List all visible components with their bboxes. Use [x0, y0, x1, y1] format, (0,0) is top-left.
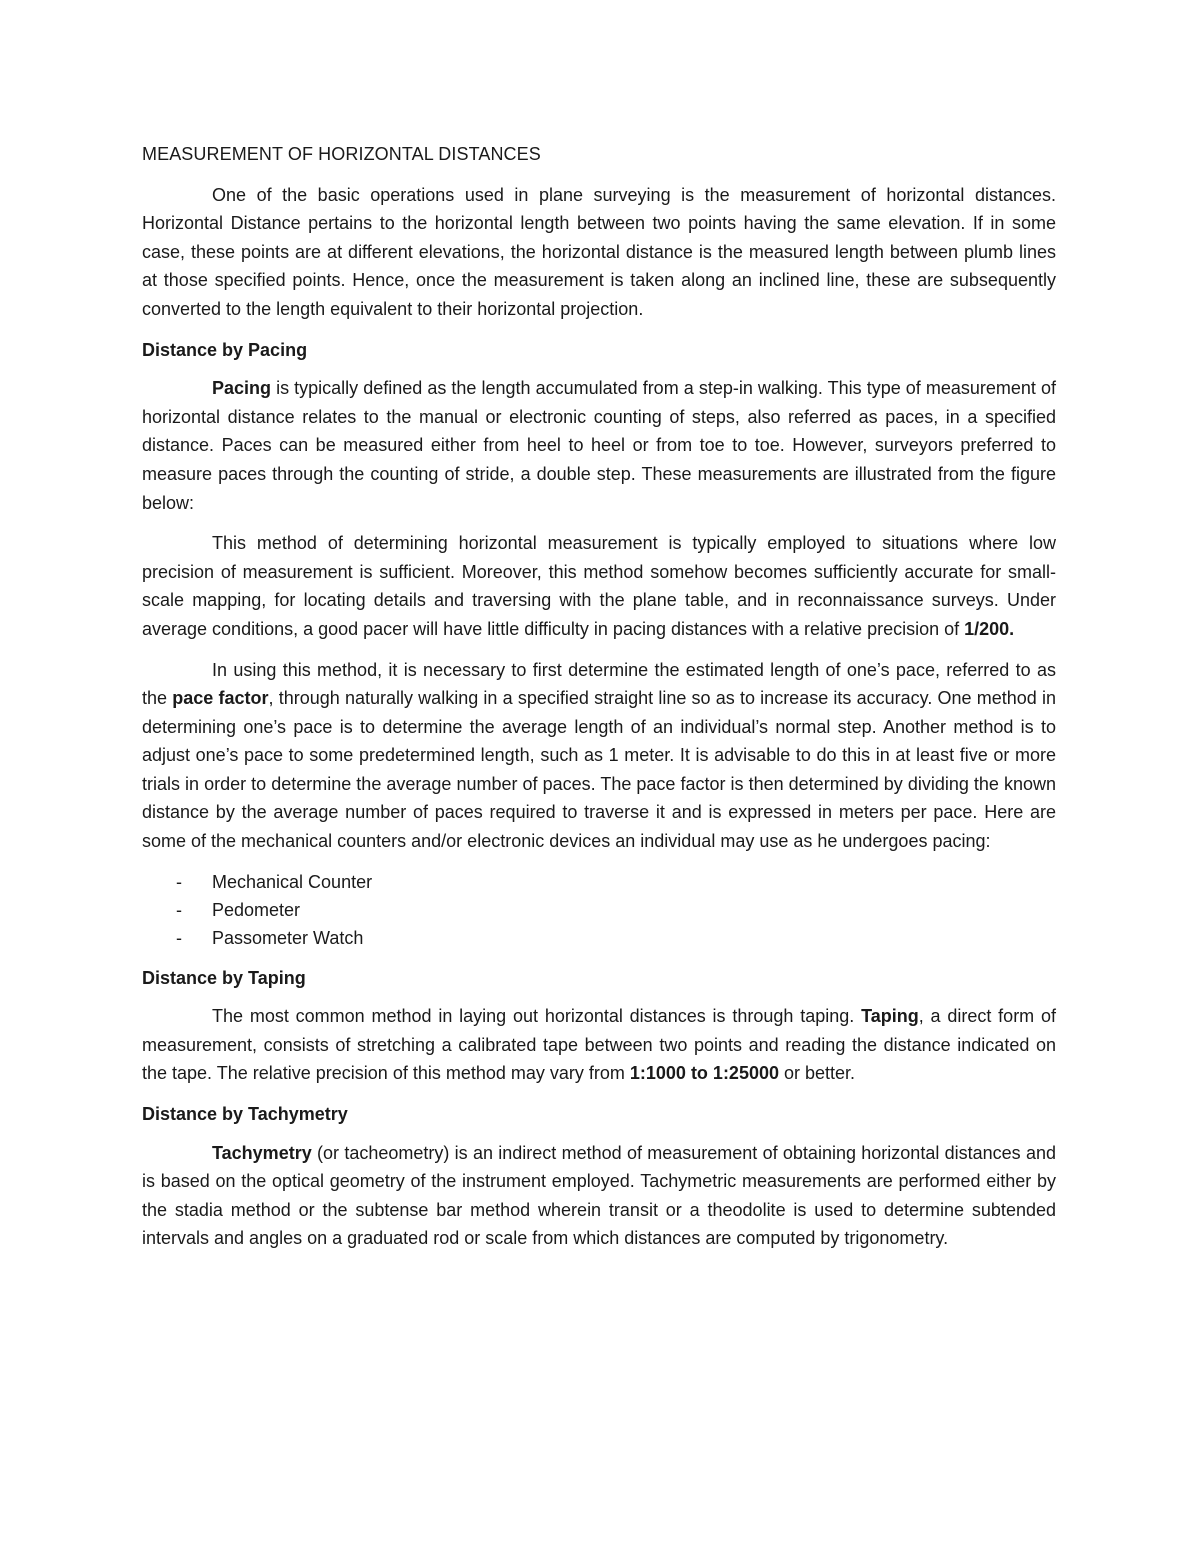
taping-precision-range: 1:1000 to 1:25000 — [629, 1063, 779, 1084]
pacing-precision: 1/200 — [964, 618, 1010, 639]
term-pace-factor: pace factor — [172, 688, 269, 709]
device-item-label: Pedometer — [212, 899, 301, 920]
taping-paragraph — [142, 1002, 1056, 1088]
taping-text-c: or better. — [779, 1063, 856, 1084]
device-item-label: Mechanical Counter — [212, 871, 373, 892]
term-pacing: Pacing — [212, 378, 272, 399]
list-item — [142, 924, 1056, 952]
document-title: MEASUREMENT OF HORIZONTAL DISTANCES — [142, 144, 541, 164]
pacing-paragraph-3 — [142, 656, 1056, 856]
dash-bullet: - — [176, 871, 182, 892]
pacing-paragraph-2 — [142, 529, 1056, 643]
pacing-paragraph-2-end: . — [1009, 618, 1015, 639]
taping-text-a: The most common method in laying out horizontal distances is through taping. — [212, 1006, 862, 1027]
pacing-paragraph-3-text-a: In using this method, it is necessary to first determine the estimated length of one’s pace, referred to as the — [142, 659, 1056, 709]
taping-text-b: , a direct form of measurement, consists of stretching a calibrated tape between two points and reading the distance indicated on the tape. The relative precision of this method may vary from — [142, 1006, 1056, 1084]
pacing-paragraph-2-text: This method of determining horizontal measurement is typically employed to situations where low precision of measurement is sufficient. Moreover, this method somehow becomes sufficiently accurate for small-scale mapping, for locating details and traversing with the plane table, and in reconnaissance surveys. Under average conditions, a good pacer will have little difficulty in pacing distances with a relative precision of — [142, 533, 1056, 639]
dash-bullet: - — [176, 899, 182, 920]
heading-pacing: Distance by Pacing — [142, 339, 308, 360]
heading-taping: Distance by Taping — [142, 967, 306, 988]
term-taping: Taping — [861, 1006, 919, 1027]
dash-bullet: - — [176, 927, 182, 948]
pacing-paragraph-1 — [142, 374, 1056, 517]
term-tachymetry: Tachymetry — [212, 1142, 312, 1163]
tachymetry-text: (or tacheometry) is an indirect method of measurement of obtaining horizontal distances and is based on the optical geometry of the instrument employed. Tachymetric measurements are performed either by the stadia method or the subtense bar method wherein transit or a theodolite is used to determine subtended intervals and angles on a graduated rod or scale from which distances are computed by trigonometry. — [142, 1142, 1056, 1249]
tachymetry-paragraph — [142, 1139, 1056, 1253]
device-list — [142, 868, 1056, 952]
device-item-label: Passometer Watch — [212, 927, 364, 948]
pacing-paragraph-1-text: is typically defined as the length accumulated from a step-in walking. This type of measurement of horizontal distance relates to the manual or electronic counting of steps, also referred as paces, in a specified distance. Paces can be measured either from heel to heel or from toe to toe. However, surveyors preferred to measure paces through the counting of stride, a double step. These measurements are illustrated from the figure below: — [142, 378, 1056, 513]
intro-paragraph: One of the basic operations used in plane surveying is the measurement of horizontal distances. Horizontal Distance pertains to the horizontal length between two points having the same elevation. If in some case, these points are at different elevations, the horizontal distance is the measured length between plumb lines at those specified points. Hence, once the measurement is taken along an inclined line, these are subsequently converted to the length equivalent to their horizontal projection. — [142, 184, 1056, 319]
list-item — [142, 868, 1056, 896]
pacing-paragraph-3-text-b: , through naturally walking in a specified straight line so as to increase its accuracy. One method in determining one’s pace is to determine the average length of an individual’s normal step. Another method is to adjust one’s pace to some predetermined length, such as 1 meter. It is advisable to do this in at least five or more trials in order to determine the average number of paces. The pace factor is then determined by dividing the known distance by the average number of paces required to traverse it and is expressed in meters per pace. Here are some of the mechanical counters and/or electronic devices an individual may use as he undergoes pacing: — [142, 688, 1056, 852]
document-page — [142, 140, 1056, 1265]
heading-tachymetry: Distance by Tachymetry — [142, 1104, 348, 1125]
list-item — [142, 896, 1056, 924]
